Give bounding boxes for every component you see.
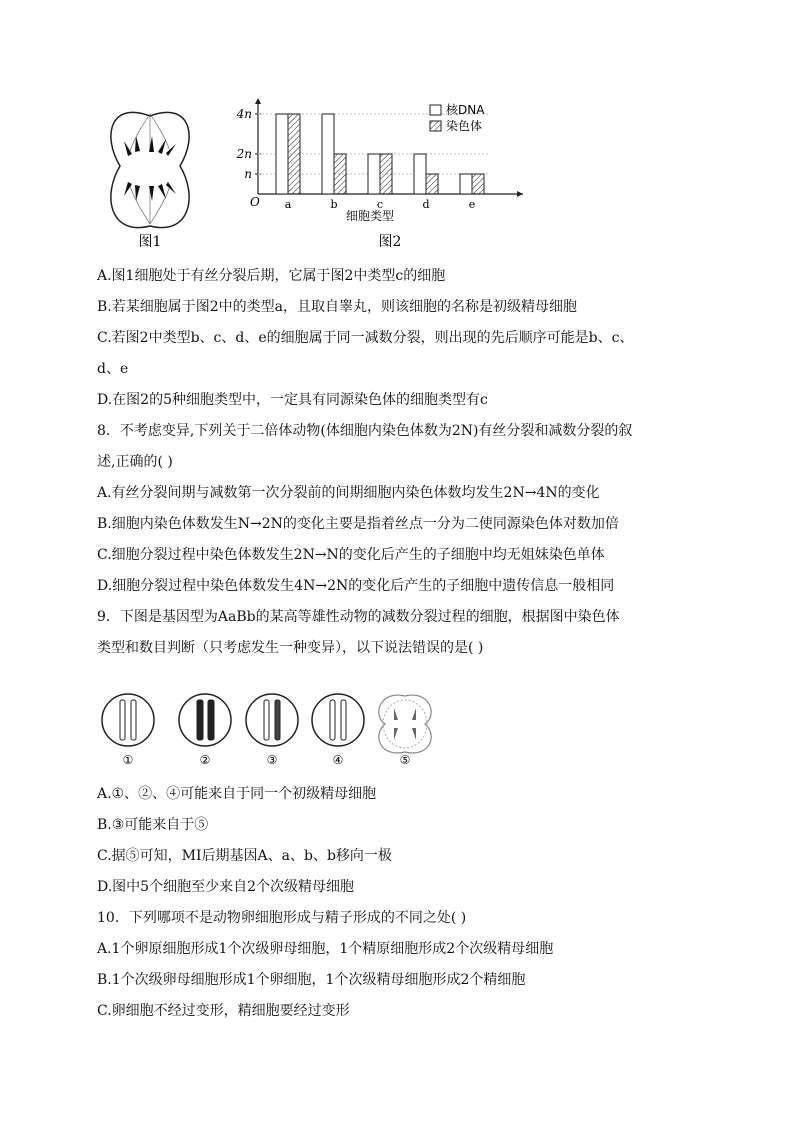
bar-chromosome xyxy=(334,154,346,194)
q9-option-a: A.①、②、④可能来自于同一个初级精母细胞 xyxy=(97,786,377,802)
bar-chromosome xyxy=(426,174,438,194)
q8-stem-line2: 述,正确的( ) xyxy=(97,454,173,470)
q10-option-c: C.卵细胞不经过变形，精细胞要经过变形 xyxy=(97,1003,350,1019)
legend-swatch xyxy=(430,105,441,115)
y-tick-label: n xyxy=(244,167,252,181)
x-tick-label: d xyxy=(422,198,430,211)
q7-option-c-line1: C.若图2中类型b、c、d、e的细胞属于同一减数分裂，则出现的先后顺序可能是b、c、 xyxy=(97,330,634,346)
figure2-bar-chart xyxy=(220,96,540,254)
q7-option-c-line2: d、e xyxy=(97,361,129,377)
x-tick-label: a xyxy=(284,198,292,211)
bar-dna xyxy=(368,154,380,194)
q8-option-a: A.有丝分裂间期与减数第一次分裂前的间期细胞内染色体数均发生2N→4N的变化 xyxy=(97,485,600,501)
spindle-fibers xyxy=(130,114,170,224)
figure-row xyxy=(100,96,530,256)
q8-stem-line1: 8．不考虑变异,下列关于二倍体动物(体细胞内染色体数为2N)有丝分裂和减数分裂的叙 xyxy=(97,423,633,439)
bar-dna xyxy=(322,114,334,194)
legend-label: 核DNA xyxy=(446,103,485,117)
legend-swatch xyxy=(430,121,441,131)
y-axis-arrow xyxy=(255,98,261,104)
bar-chromosome xyxy=(288,114,300,194)
bar-dna xyxy=(414,154,426,194)
x-axis-label: 细胞类型 xyxy=(345,209,395,223)
q9-cell-figures xyxy=(100,690,450,768)
cell-5 xyxy=(379,695,431,767)
q8-option-d: D.细胞分裂过程中染色体数发生4N→2N的变化后产生的子细胞中遗传信息一般相同 xyxy=(97,578,615,594)
q7-option-b: B.若某细胞属于图2中的类型a，且取自睾丸，则该细胞的名称是初级精母细胞 xyxy=(97,299,577,315)
cell-1 xyxy=(102,694,154,767)
cell-5-label: ⑤ xyxy=(399,753,411,767)
cell-3 xyxy=(246,694,298,767)
x-tick-label: e xyxy=(468,198,476,211)
figure1-caption: 图1 xyxy=(138,234,162,250)
cell-1-label: ① xyxy=(122,753,134,767)
q7-option-a: A.图1细胞处于有丝分裂后期，它属于图2中类型c的细胞 xyxy=(97,268,446,284)
cell-3-label: ③ xyxy=(266,753,278,767)
legend-label: 染色体 xyxy=(446,119,483,133)
figure1-cell-diagram xyxy=(100,96,200,251)
chart-legend xyxy=(430,102,485,133)
cell-2-label: ② xyxy=(199,753,211,767)
x-tick-label: c xyxy=(376,198,384,211)
cell-4-label: ④ xyxy=(332,753,344,767)
q7-option-d: D.在图2的5种细胞类型中，一定具有同源染色体的细胞类型有c xyxy=(97,392,488,408)
q10-option-a: A.1个卵原细胞形成1个次级卵母细胞，1个精原细胞形成2个次级精母细胞 xyxy=(97,941,554,957)
q9-option-b: B.③可能来自于⑤ xyxy=(97,817,209,833)
q10-stem: 10．下列哪项不是动物卵细胞形成与精子形成的不同之处( ) xyxy=(97,910,467,926)
y-tick-label: 4n xyxy=(236,107,252,121)
q10-option-b: B.1个次级卵母细胞形成1个卵细胞，1个次级精母细胞形成2个精细胞 xyxy=(97,972,526,988)
cell-2 xyxy=(179,694,231,767)
bar-dna xyxy=(276,114,288,194)
bar-dna xyxy=(460,174,472,194)
q9-option-d: D.图中5个细胞至少来自2个次级精母细胞 xyxy=(97,879,354,895)
q9-stem-line2: 类型和数目判断（只考虑发生一种变异），以下说法错误的是( ) xyxy=(97,640,484,656)
origin-label: O xyxy=(250,195,260,209)
q9-stem-line1: 9．下图是基因型为AaBb的某高等雄性动物的减数分裂过程的细胞，根据图中染色体 xyxy=(97,609,620,625)
y-tick-label: 2n xyxy=(236,147,252,161)
cell-4 xyxy=(312,694,364,767)
bar-chromosome xyxy=(380,154,392,194)
q9-option-c: C.据⑤可知，MI后期基因A、a、b、b移向一极 xyxy=(97,848,392,864)
bar-chromosome xyxy=(472,174,484,194)
x-tick-label: b xyxy=(330,198,338,211)
q8-option-b: B.细胞内染色体数发生N→2N的变化主要是指着丝点一分为二使同源染色体对数加倍 xyxy=(97,516,619,532)
figure2-caption: 图2 xyxy=(378,234,402,250)
q8-option-c: C.细胞分裂过程中染色体数发生2N→N的变化后产生的子细胞中均无姐妹染色单体 xyxy=(97,547,605,563)
x-axis-arrow xyxy=(517,191,523,197)
